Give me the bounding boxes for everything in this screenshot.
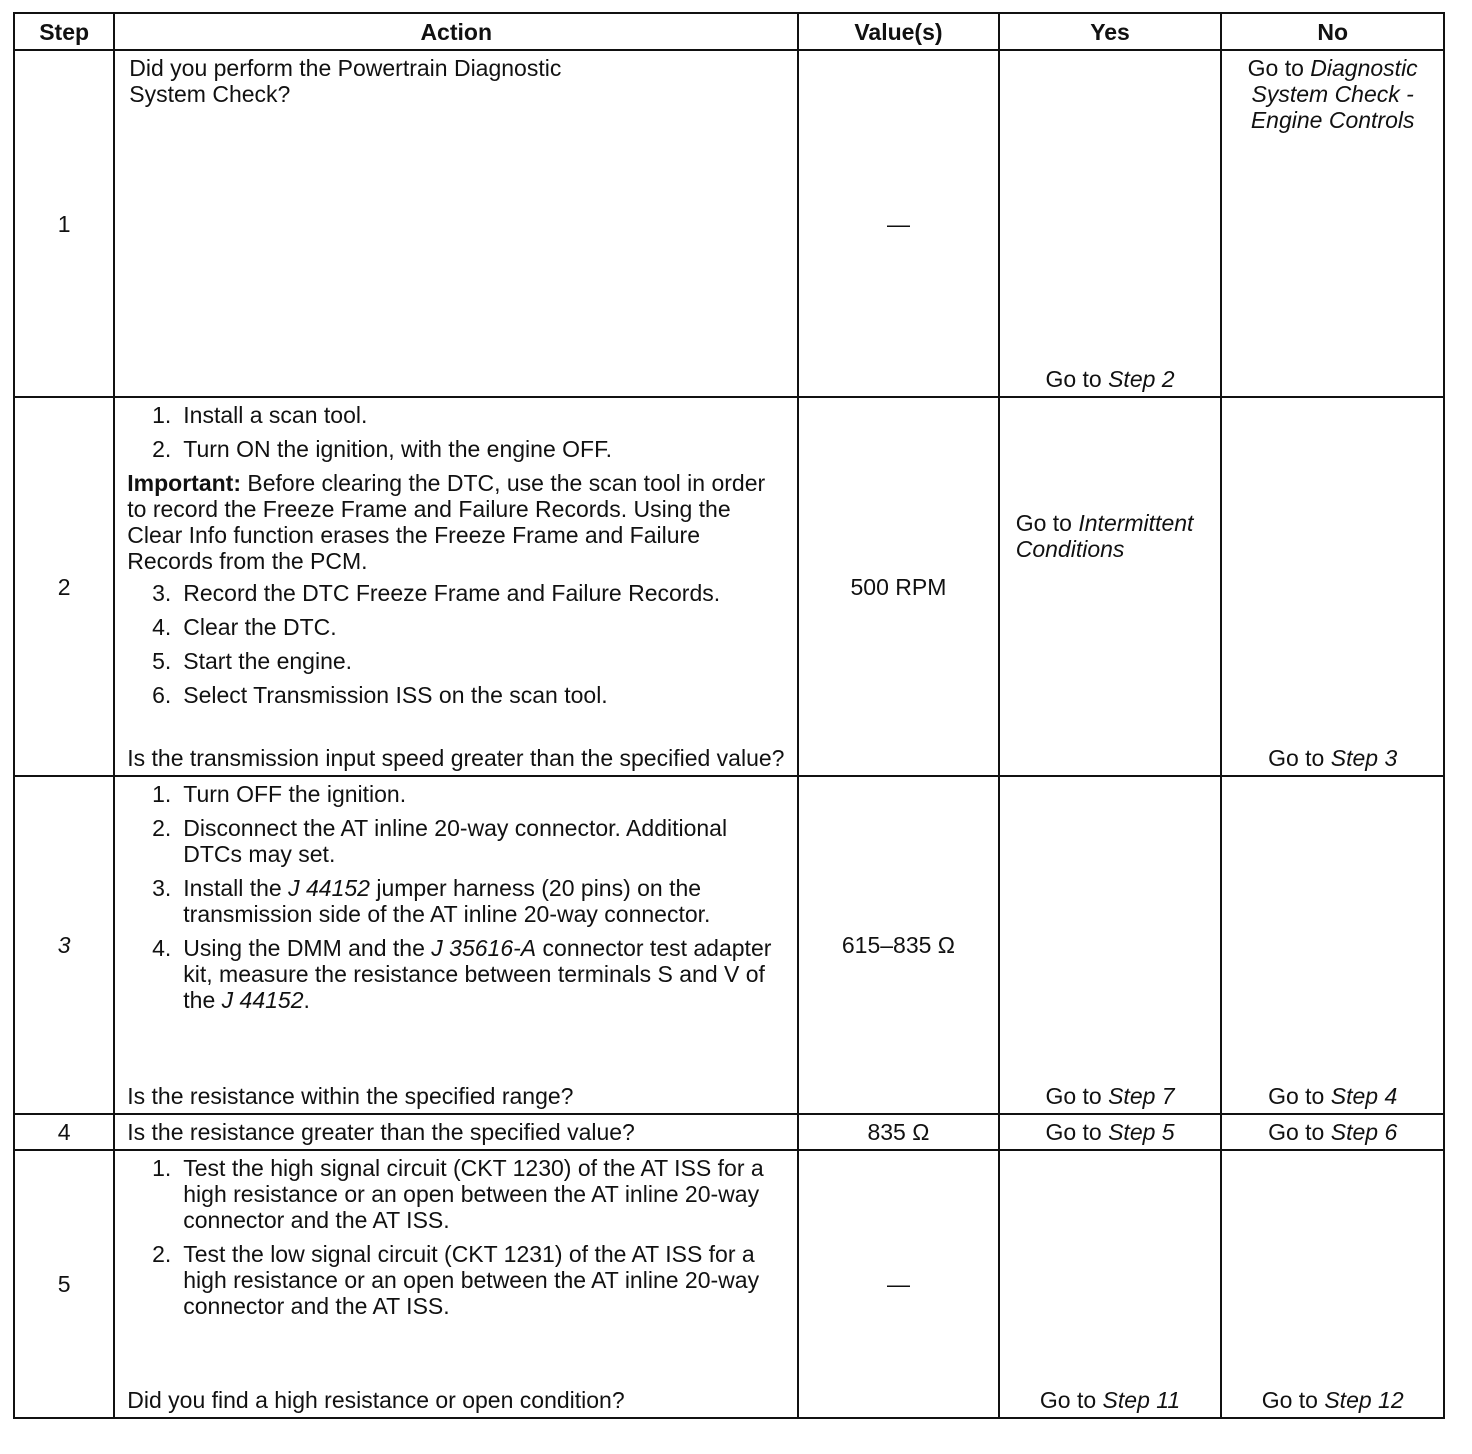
table-row-step-3 [14, 776, 1444, 1114]
list-item: 4. Using the DMM and the J 35616-A connector test adapter kit, measure the resistance between terminals S and V of the J 44152. [152, 935, 772, 1013]
yes-cell [999, 397, 1222, 776]
yes-prefix: Go to [1015, 510, 1072, 536]
list-item: 1. Test the high signal circuit (CKT 1230) of the AT ISS for a high resistance or an open between the AT inline 20-way connector and the AT ISS. [152, 1155, 764, 1233]
action-list [127, 580, 787, 708]
yes-cell [999, 50, 1222, 397]
question-text: Is the resistance within the specified range? [127, 1083, 574, 1109]
step-number: 4 [14, 1114, 114, 1150]
list-item: 1. Install a scan tool. [152, 402, 368, 428]
no-prefix: Go to [1268, 745, 1325, 771]
no-link[interactable] [1222, 1083, 1443, 1109]
table-row-step-5 [14, 1150, 1444, 1418]
yes-target: Intermittent Conditions [1015, 510, 1194, 562]
header-row [14, 13, 1444, 50]
tool-reference: J 44152 [288, 875, 370, 901]
no-cell [1221, 1150, 1444, 1418]
table-row-step-1 [14, 50, 1444, 397]
value-cell: 615–835 Ω [798, 776, 999, 1114]
no-link[interactable] [1268, 1119, 1397, 1145]
no-cell [1221, 776, 1444, 1114]
no-prefix: Go to [1268, 1083, 1325, 1109]
yes-cell [999, 1114, 1222, 1150]
yes-link[interactable] [1000, 1083, 1221, 1109]
yes-prefix: Go to [1039, 1387, 1097, 1413]
tool-reference: J 44152 [221, 987, 304, 1013]
step-number: 1 [14, 50, 114, 397]
tool-reference: J 35616-A [431, 935, 537, 961]
diagnostic-table-container [13, 12, 1445, 1419]
yes-link[interactable] [1045, 1119, 1174, 1145]
value-cell: — [798, 1150, 999, 1418]
question-text: Did you find a high resistance or open condition? [127, 1387, 625, 1413]
no-target: Step 12 [1324, 1387, 1404, 1413]
list-item: 2. Disconnect the AT inline 20-way connector. Additional DTCs may set. [152, 815, 728, 867]
list-item: 6. Select Transmission ISS on the scan tool. [152, 682, 608, 708]
no-prefix: Go to [1247, 55, 1304, 81]
yes-target: Step 7 [1108, 1083, 1175, 1109]
action-list [127, 402, 787, 462]
list-item: 3. Record the DTC Freeze Frame and Failure Records. [152, 580, 721, 606]
list-item: 2. Turn ON the ignition, with the engine OFF. [152, 436, 612, 462]
yes-target: Step 2 [1108, 366, 1175, 392]
list-item: 3. Install the J 44152 jumper harness (20 pins) on the transmission side of the AT inline 20-way connector. [152, 875, 711, 927]
no-target: Step 6 [1330, 1119, 1398, 1145]
list-item: 4. Clear the DTC. [152, 614, 337, 640]
action-cell [114, 1114, 798, 1150]
header-no: No [1221, 13, 1444, 50]
value-cell: — [798, 50, 999, 397]
list-item: 1. Turn OFF the ignition. [152, 781, 407, 807]
table-row-step-4 [14, 1114, 1444, 1150]
yes-target: Step 11 [1102, 1387, 1181, 1413]
step-number: 2 [14, 397, 114, 776]
question-text: Is the resistance greater than the specified value? [127, 1119, 635, 1145]
no-cell [1221, 1114, 1444, 1150]
step-number: 3 [14, 776, 114, 1114]
yes-prefix: Go to [1045, 366, 1102, 392]
yes-link[interactable] [1000, 366, 1221, 392]
header-step: Step [14, 13, 114, 50]
yes-cell [999, 776, 1222, 1114]
value-cell: 835 Ω [798, 1114, 999, 1150]
no-cell [1221, 397, 1444, 776]
no-cell [1221, 50, 1444, 397]
action-cell [114, 397, 798, 776]
no-link[interactable] [1222, 745, 1443, 771]
action-cell [114, 1150, 798, 1418]
yes-cell [999, 1150, 1222, 1418]
no-prefix: Go to [1261, 1387, 1318, 1413]
no-target: Step 4 [1330, 1083, 1398, 1109]
no-link[interactable] [1222, 51, 1443, 133]
yes-prefix: Go to [1045, 1119, 1102, 1145]
header-values: Value(s) [798, 13, 999, 50]
action-cell [114, 776, 798, 1114]
step-number: 5 [14, 1150, 114, 1418]
yes-target: Step 5 [1108, 1119, 1175, 1145]
no-link[interactable] [1222, 1387, 1443, 1413]
header-action: Action [114, 13, 798, 50]
yes-link[interactable] [1000, 1387, 1221, 1413]
no-target: Diagnostic System Check - Engine Controls [1250, 55, 1418, 133]
important-note: Important: Before clearing the DTC, use the scan tool in order to record the Freeze Frame and Failure Records. Using the Clear Info function erases the Freeze Frame and Failure Records from the PCM. [127, 470, 766, 574]
header-yes: Yes [999, 13, 1222, 50]
question-text: Is the transmission input speed greater than the specified value? [127, 745, 785, 771]
action-cell [114, 50, 798, 397]
diagnostic-table [13, 12, 1445, 1419]
yes-link[interactable] [1000, 398, 1221, 562]
value-cell: 500 RPM [798, 397, 999, 776]
question-text: Did you perform the Powertrain Diagnostic System Check? [129, 55, 562, 107]
yes-prefix: Go to [1045, 1083, 1102, 1109]
no-target: Step 3 [1330, 745, 1398, 771]
list-item: 2. Test the low signal circuit (CKT 1231) of the AT ISS for a high resistance or an open between the AT inline 20-way connector and the AT ISS. [152, 1241, 760, 1319]
list-item: 5. Start the engine. [152, 648, 353, 674]
action-list [127, 1155, 787, 1319]
no-prefix: Go to [1268, 1119, 1325, 1145]
action-list [127, 781, 787, 1013]
table-row-step-2 [14, 397, 1444, 776]
